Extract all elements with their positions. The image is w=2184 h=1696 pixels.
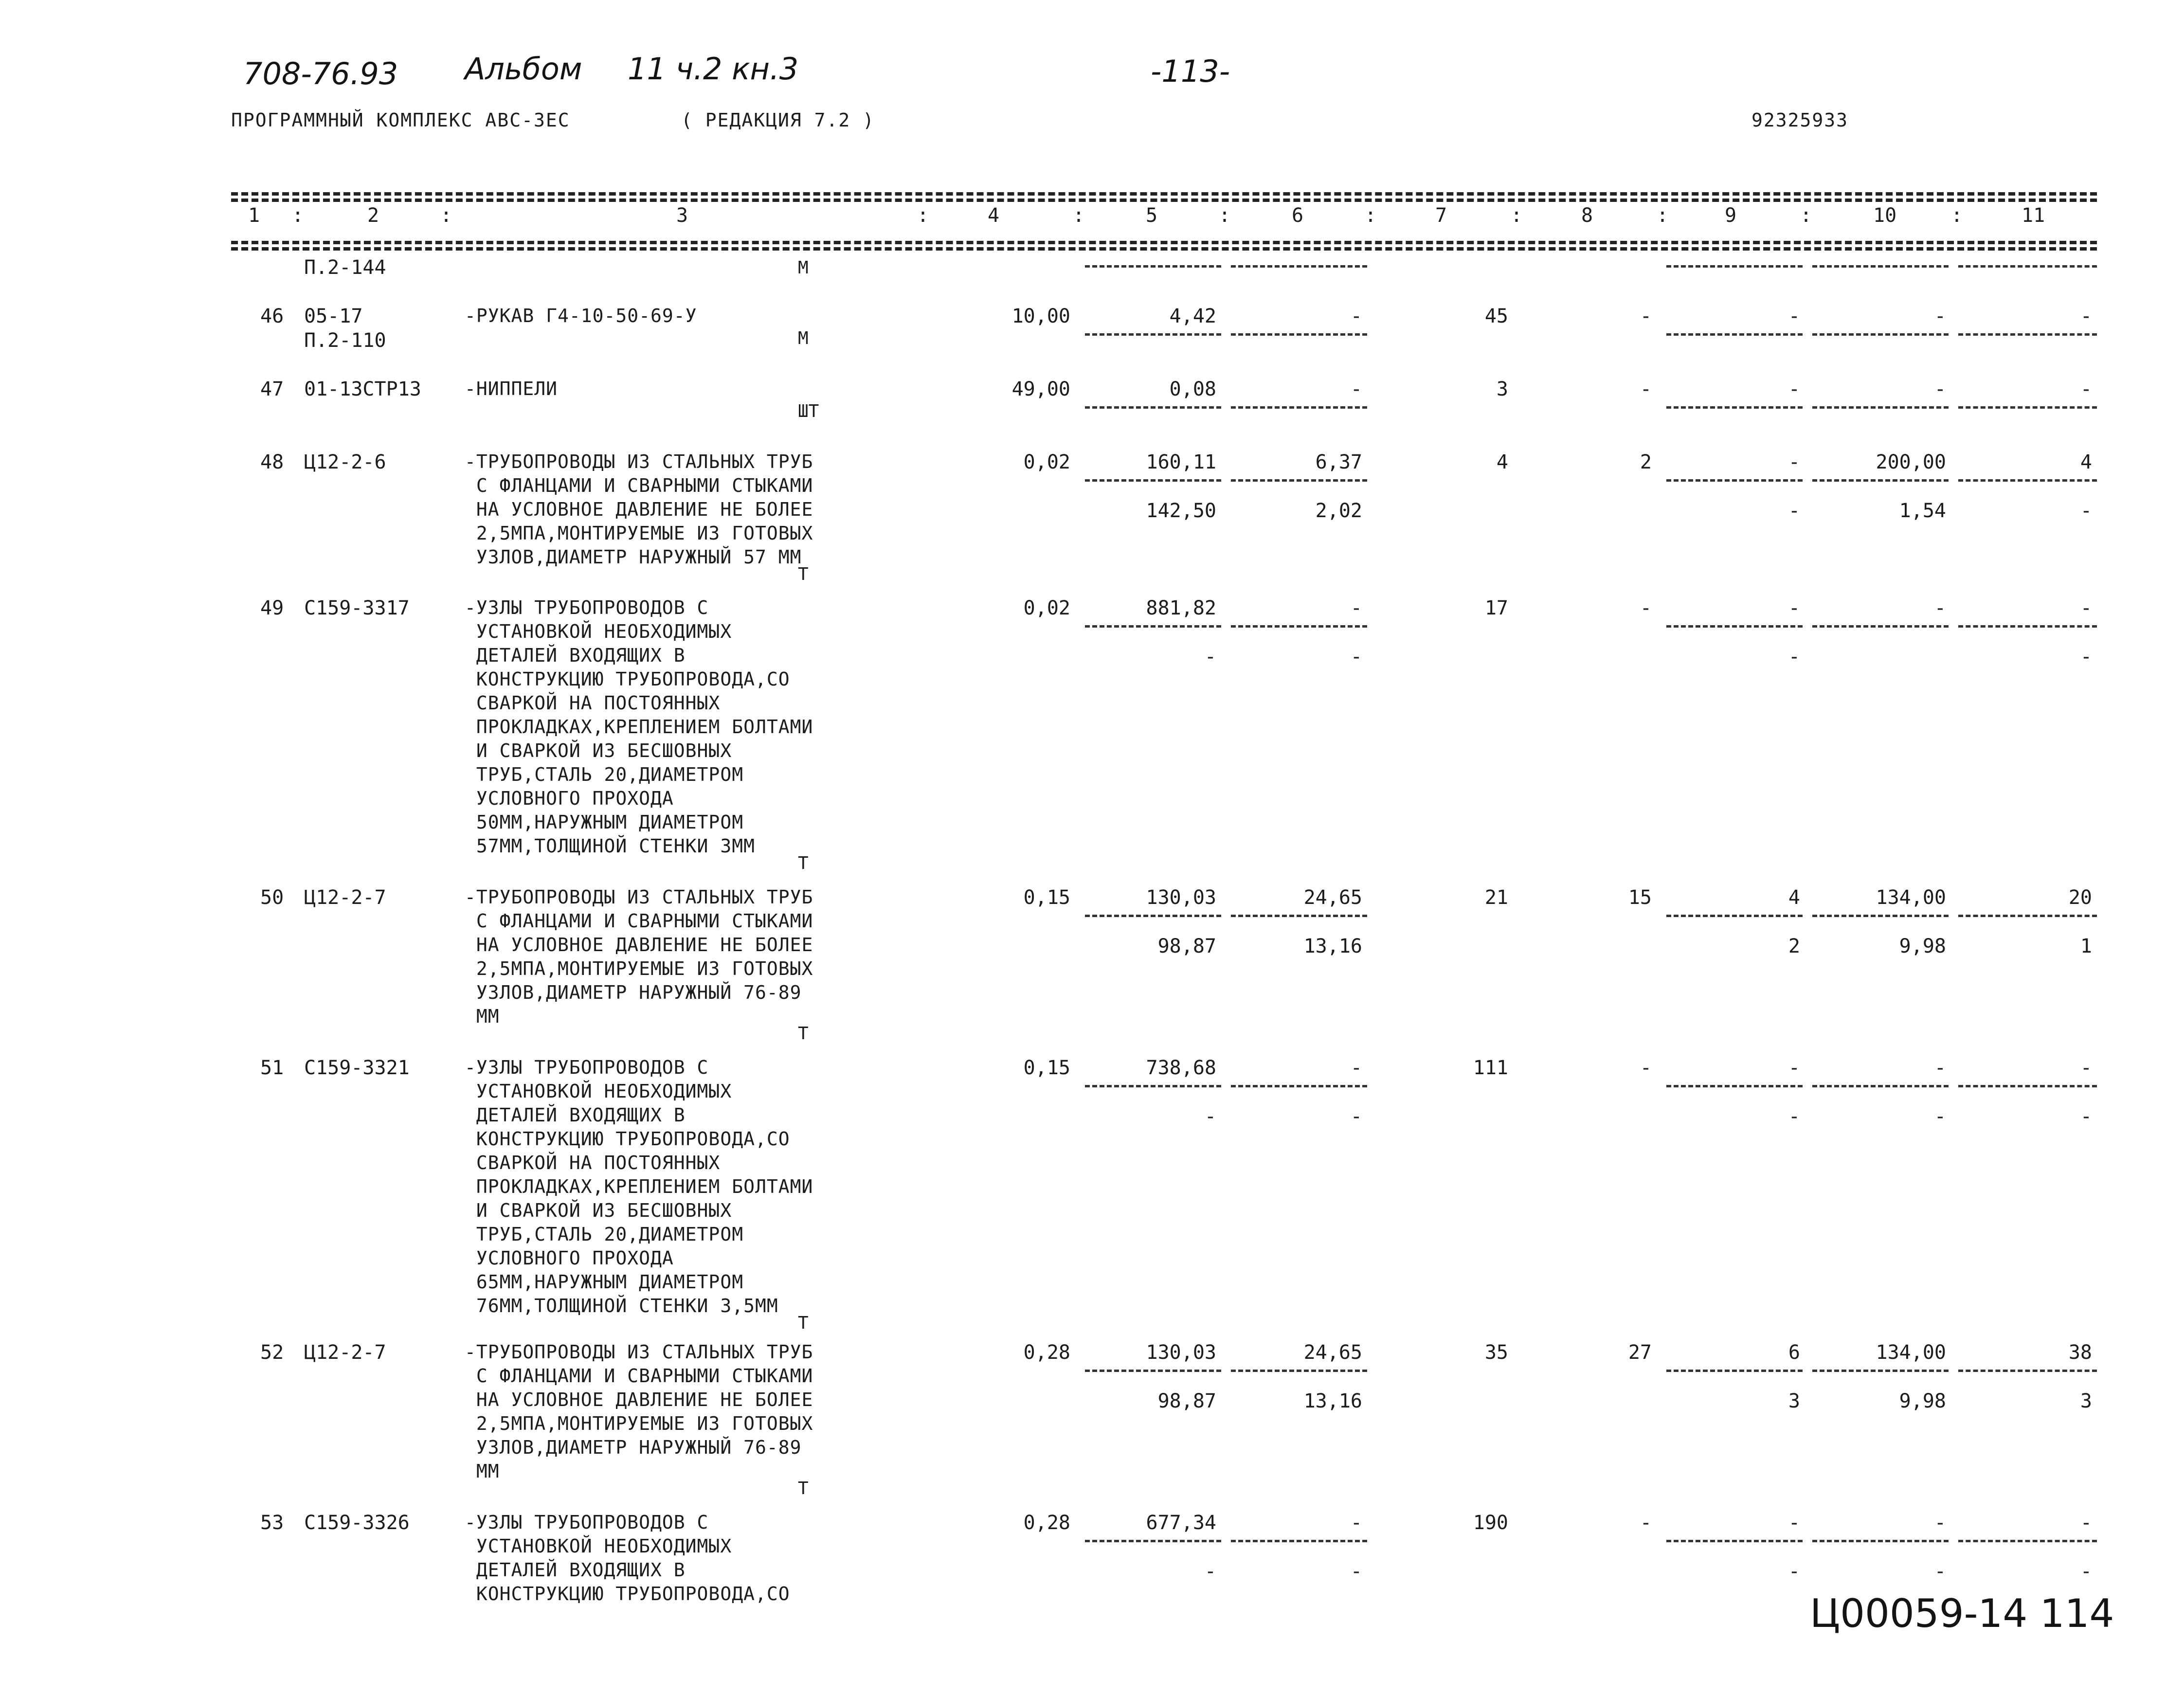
row-number: 50 — [260, 886, 284, 909]
fraction-divider — [1085, 915, 1221, 917]
edition-label: ( РЕДАКЦИЯ 7.2 ) — [681, 109, 875, 131]
fraction-divider — [1231, 479, 1367, 482]
fraction-divider — [1812, 1085, 1949, 1087]
cell-c10b: 1,54 — [1899, 500, 1946, 522]
column-number-3: 3 — [676, 204, 688, 227]
table-top-rule — [231, 192, 2097, 196]
fraction-divider — [1958, 915, 2097, 917]
cell-c4: 0,02 — [1023, 597, 1070, 619]
fraction-divider — [1666, 625, 1803, 628]
document-number: 92325933 — [1751, 109, 1849, 131]
fraction-divider — [1231, 406, 1367, 409]
cell-c10: 134,00 — [1876, 886, 1946, 909]
cell-c8: - — [1640, 305, 1652, 327]
fraction-divider — [1085, 625, 1221, 628]
cell-c5b: - — [1204, 1560, 1216, 1583]
cell-c7: 35 — [1484, 1341, 1508, 1364]
column-number-5: 5 — [1146, 204, 1158, 227]
row-description: -НИППЕЛИ — [465, 378, 558, 399]
cell-c6b: 13,16 — [1303, 1390, 1362, 1412]
cell-c8: 27 — [1628, 1341, 1652, 1364]
handwritten-doc-code: 708-76.93 — [243, 56, 398, 91]
cell-c11b: - — [2080, 1560, 2092, 1583]
column-number-1: 1 — [248, 204, 260, 227]
cell-c11b: - — [2080, 500, 2092, 522]
cell-c10: 200,00 — [1876, 451, 1946, 473]
cell-c10b: 9,98 — [1899, 935, 1946, 957]
cell-c6: - — [1350, 1057, 1362, 1079]
cell-c7: 21 — [1484, 886, 1508, 909]
row-description: -ТРУБОПРОВОДЫ ИЗ СТАЛЬНЫХ ТРУБ С ФЛАНЦАМИ И СВАРНЫМИ СТЫКАМИ НА УСЛОВНОЕ ДАВЛЕНИЕ НЕ БОЛЕЕ 2,5МПА,МОНТИРУЕМЫЕ ИЗ ГОТОВЫХ УЗЛОВ,ДИАМЕТР НАРУЖНЫЙ 57 ММ — [465, 451, 813, 568]
fraction-divider — [1231, 1370, 1367, 1372]
fraction-divider — [1812, 1540, 1949, 1542]
fraction-divider — [1958, 406, 2097, 409]
row-description: -ТРУБОПРОВОДЫ ИЗ СТАЛЬНЫХ ТРУБ С ФЛАНЦАМИ И СВАРНЫМИ СТЫКАМИ НА УСЛОВНОЕ ДАВЛЕНИЕ НЕ БОЛЕЕ 2,5МПА,МОНТИРУЕМЫЕ ИЗ ГОТОВЫХ УЗЛОВ,ДИАМЕТР НАРУЖНЫЙ 76-89 ММ — [465, 1341, 813, 1482]
fraction-divider — [1666, 1540, 1803, 1542]
row-code: П.2-144 — [304, 256, 386, 279]
cell-c7: 190 — [1473, 1512, 1508, 1534]
fraction-divider — [1958, 479, 2097, 482]
cell-c9b: 2 — [1788, 935, 1800, 957]
fraction-divider — [1666, 406, 1803, 409]
cell-c5b: - — [1204, 1105, 1216, 1128]
cell-c5: 130,03 — [1146, 886, 1216, 909]
fraction-divider — [1666, 333, 1803, 336]
fraction-divider — [1231, 915, 1367, 917]
cell-c9b: - — [1788, 500, 1800, 522]
fraction-divider — [1812, 1370, 1949, 1372]
row-unit: ШТ — [798, 401, 819, 421]
fraction-divider — [1666, 265, 1803, 268]
cell-c5b: - — [1204, 646, 1216, 668]
cell-c7: 3 — [1496, 378, 1508, 400]
fraction-divider — [1231, 625, 1367, 628]
column-separator: : — [1511, 204, 1523, 227]
row-number: 53 — [260, 1512, 284, 1534]
column-separator: : — [1073, 204, 1085, 227]
fraction-divider — [1958, 1370, 2097, 1372]
cell-c6b: - — [1350, 1560, 1362, 1583]
fraction-divider — [1812, 479, 1949, 482]
fraction-divider — [1231, 333, 1367, 336]
row-unit: М — [798, 328, 809, 348]
fraction-divider — [1812, 406, 1949, 409]
cell-c10: - — [1934, 1057, 1946, 1079]
column-separator: : — [292, 204, 304, 227]
column-separator: : — [1951, 204, 1963, 227]
cell-c8: 15 — [1628, 886, 1652, 909]
cell-c10b: 9,98 — [1899, 1390, 1946, 1412]
row-number: 47 — [260, 378, 284, 400]
cell-c6b: - — [1350, 1105, 1362, 1128]
row-code-secondary: П.2-110 — [304, 329, 386, 352]
fraction-divider — [1812, 333, 1949, 336]
fraction-divider — [1666, 1370, 1803, 1372]
cell-c5: 130,03 — [1146, 1341, 1216, 1364]
cell-c9: - — [1788, 597, 1800, 619]
column-separator: : — [1365, 204, 1377, 227]
row-number: 48 — [260, 451, 284, 473]
handwritten-album-part: 11 ч.2 кн.3 — [628, 51, 799, 87]
cell-c11: - — [2080, 597, 2092, 619]
column-separator: : — [440, 204, 452, 227]
fraction-divider — [1085, 1085, 1221, 1087]
fraction-divider — [1085, 1370, 1221, 1372]
row-description: -УЗЛЫ ТРУБОПРОВОДОВ С УСТАНОВКОЙ НЕОБХОДИМЫХ ДЕТАЛЕЙ ВХОДЯЩИХ В КОНСТРУКЦИЮ ТРУБОПРОВОДА,СО — [465, 1512, 790, 1605]
row-code: Ц12-2-7 — [304, 886, 386, 909]
row-code: Ц12-2-7 — [304, 1341, 386, 1364]
column-number-10: 10 — [1873, 204, 1897, 227]
cell-c6: 24,65 — [1303, 1341, 1362, 1364]
cell-c4: 10,00 — [1011, 305, 1070, 327]
row-code: 01-13СТР13 — [304, 378, 421, 400]
column-number-8: 8 — [1581, 204, 1593, 227]
cell-c8: - — [1640, 378, 1652, 400]
table-header-rule — [231, 241, 2097, 244]
fraction-divider — [1958, 625, 2097, 628]
cell-c10b: - — [1934, 1105, 1946, 1128]
cell-c5: 677,34 — [1146, 1512, 1216, 1534]
cell-c9b: - — [1788, 646, 1800, 668]
column-separator: : — [1219, 204, 1231, 227]
cell-c4: 0,28 — [1023, 1341, 1070, 1364]
cell-c7: 4 — [1496, 451, 1508, 473]
cell-c9: 4 — [1788, 886, 1800, 909]
cell-c6b: 13,16 — [1303, 935, 1362, 957]
column-number-6: 6 — [1292, 204, 1304, 227]
cell-c10: - — [1934, 305, 1946, 327]
handwritten-stamp: Ц00059-14 114 — [1810, 1591, 2114, 1636]
cell-c8: - — [1640, 1057, 1652, 1079]
fraction-divider — [1085, 406, 1221, 409]
cell-c5b: 98,87 — [1157, 935, 1216, 957]
cell-c10: - — [1934, 597, 1946, 619]
fraction-divider — [1231, 1085, 1367, 1087]
column-separator: : — [917, 204, 929, 227]
cell-c6: 24,65 — [1303, 886, 1362, 909]
column-separator: : — [1800, 204, 1812, 227]
cell-c9: - — [1788, 378, 1800, 400]
row-description: -ТРУБОПРОВОДЫ ИЗ СТАЛЬНЫХ ТРУБ С ФЛАНЦАМИ И СВАРНЫМИ СТЫКАМИ НА УСЛОВНОЕ ДАВЛЕНИЕ НЕ БОЛЕЕ 2,5МПА,МОНТИРУЕМЫЕ ИЗ ГОТОВЫХ УЗЛОВ,ДИАМЕТР НАРУЖНЫЙ 76-89 ММ — [465, 886, 813, 1027]
column-number-9: 9 — [1725, 204, 1737, 227]
row-code: Ц12-2-6 — [304, 451, 386, 473]
fraction-divider — [1666, 1085, 1803, 1087]
row-code: С159-3321 — [304, 1057, 410, 1079]
fraction-divider — [1812, 915, 1949, 917]
fraction-divider — [1231, 265, 1367, 268]
row-code: С159-3317 — [304, 597, 410, 619]
row-description: -УЗЛЫ ТРУБОПРОВОДОВ С УСТАНОВКОЙ НЕОБХОДИМЫХ ДЕТАЛЕЙ ВХОДЯЩИХ В КОНСТРУКЦИЮ ТРУБОПРОВОДА,СО СВАРКОЙ НА ПОСТОЯННЫХ ПРОКЛАДКАХ,КРЕПЛЕНИЕМ БОЛТАМИ И СВАРКОЙ ИЗ БЕСШОВНЫХ ТРУБ,СТАЛЬ 20,ДИАМЕТРОМ УСЛОВНОГО ПРОХОДА 65ММ,НАРУЖНЫМ ДИАМЕТРОМ 76ММ,ТОЛЩИНОЙ СТЕНКИ 3,5ММ — [465, 1057, 813, 1317]
cell-c7: 17 — [1484, 597, 1508, 619]
cell-c8: - — [1640, 597, 1652, 619]
cell-c6: - — [1350, 305, 1362, 327]
fraction-divider — [1812, 625, 1949, 628]
row-unit: Т — [798, 1479, 809, 1498]
cell-c9: - — [1788, 1057, 1800, 1079]
cell-c11b: - — [2080, 646, 2092, 668]
cell-c11: 38 — [2068, 1341, 2092, 1364]
program-title: ПРОГРАММНЫЙ КОМПЛЕКС АВС-3ЕС — [231, 109, 570, 131]
fraction-divider — [1812, 265, 1949, 268]
cell-c4: 0,02 — [1023, 451, 1070, 473]
column-number-7: 7 — [1435, 204, 1447, 227]
cell-c10: - — [1934, 1512, 1946, 1534]
cell-c9: - — [1788, 451, 1800, 473]
fraction-divider — [1958, 1540, 2097, 1542]
cell-c11: - — [2080, 1512, 2092, 1534]
fraction-divider — [1958, 265, 2097, 268]
cell-c6: 6,37 — [1315, 451, 1362, 473]
fraction-divider — [1666, 479, 1803, 482]
cell-c5b: 98,87 — [1157, 1390, 1216, 1412]
row-number: 51 — [260, 1057, 284, 1079]
cell-c5: 0,08 — [1169, 378, 1216, 400]
row-number: 46 — [260, 305, 284, 327]
row-description: -УЗЛЫ ТРУБОПРОВОДОВ С УСТАНОВКОЙ НЕОБХОДИМЫХ ДЕТАЛЕЙ ВХОДЯЩИХ В КОНСТРУКЦИЮ ТРУБОПРОВОДА,СО СВАРКОЙ НА ПОСТОЯННЫХ ПРОКЛАДКАХ,КРЕПЛЕНИЕМ БОЛТАМИ И СВАРКОЙ ИЗ БЕСШОВНЫХ ТРУБ,СТАЛЬ 20,ДИАМЕТРОМ УСЛОВНОГО ПРОХОДА 50ММ,НАРУЖНЫМ ДИАМЕТРОМ 57ММ,ТОЛЩИНОЙ СТЕНКИ 3ММ — [465, 597, 813, 857]
handwritten-album-label: Альбом — [465, 51, 582, 87]
cell-c9: 6 — [1788, 1341, 1800, 1364]
cell-c4: 0,15 — [1023, 886, 1070, 909]
cell-c8: - — [1640, 1512, 1652, 1534]
fraction-divider — [1666, 915, 1803, 917]
column-number-11: 11 — [2022, 204, 2045, 227]
fraction-divider — [1085, 479, 1221, 482]
cell-c6: - — [1350, 1512, 1362, 1534]
cell-c9b: - — [1788, 1560, 1800, 1583]
cell-c6: - — [1350, 378, 1362, 400]
cell-c10b: - — [1934, 1560, 1946, 1583]
row-unit: Т — [798, 1313, 809, 1333]
cell-c8: 2 — [1640, 451, 1652, 473]
cell-c5: 881,82 — [1146, 597, 1216, 619]
cell-c4: 0,15 — [1023, 1057, 1070, 1079]
row-code: 05-17 — [304, 305, 363, 327]
row-unit: Т — [798, 564, 809, 584]
fraction-divider — [1958, 333, 2097, 336]
fraction-divider — [1958, 1085, 2097, 1087]
fraction-divider — [1085, 333, 1221, 336]
cell-c11: - — [2080, 1057, 2092, 1079]
cell-c11: - — [2080, 378, 2092, 400]
cell-c11: 20 — [2068, 886, 2092, 909]
table-top-rule-2 — [231, 198, 2097, 202]
table-header-rule-2 — [231, 247, 2097, 251]
row-number: 52 — [260, 1341, 284, 1364]
cell-c9: - — [1788, 1512, 1800, 1534]
row-unit: Т — [798, 1024, 809, 1044]
cell-c4: 49,00 — [1011, 378, 1070, 400]
cell-c9b: - — [1788, 1105, 1800, 1128]
cell-c7: 111 — [1473, 1057, 1508, 1079]
fraction-divider — [1085, 1540, 1221, 1542]
cell-c5: 160,11 — [1146, 451, 1216, 473]
fraction-divider — [1085, 265, 1221, 268]
cell-c10: 134,00 — [1876, 1341, 1946, 1364]
cell-c4: 0,28 — [1023, 1512, 1070, 1534]
cell-c11b: 1 — [2080, 935, 2092, 957]
cell-c5: 4,42 — [1169, 305, 1216, 327]
row-description: -РУКАВ Г4-10-50-69-У — [465, 305, 697, 326]
cell-c6b: 2,02 — [1315, 500, 1362, 522]
cell-c10: - — [1934, 378, 1946, 400]
cell-c11b: 3 — [2080, 1390, 2092, 1412]
cell-c9: - — [1788, 305, 1800, 327]
cell-c5b: 142,50 — [1146, 500, 1216, 522]
cell-c6b: - — [1350, 646, 1362, 668]
column-number-2: 2 — [367, 204, 379, 227]
cell-c5: 738,68 — [1146, 1057, 1216, 1079]
cell-c7: 45 — [1484, 305, 1508, 327]
cell-c11: 4 — [2080, 451, 2092, 473]
cell-c6: - — [1350, 597, 1362, 619]
handwritten-page-number: -113- — [1151, 54, 1230, 89]
row-code: С159-3326 — [304, 1512, 410, 1534]
row-unit: М — [798, 258, 809, 278]
fraction-divider — [1231, 1540, 1367, 1542]
cell-c11: - — [2080, 305, 2092, 327]
cell-c9b: 3 — [1788, 1390, 1800, 1412]
cell-c11b: - — [2080, 1105, 2092, 1128]
column-number-4: 4 — [988, 204, 1000, 227]
column-separator: : — [1657, 204, 1669, 227]
row-unit: Т — [798, 853, 809, 873]
row-number: 49 — [260, 597, 284, 619]
